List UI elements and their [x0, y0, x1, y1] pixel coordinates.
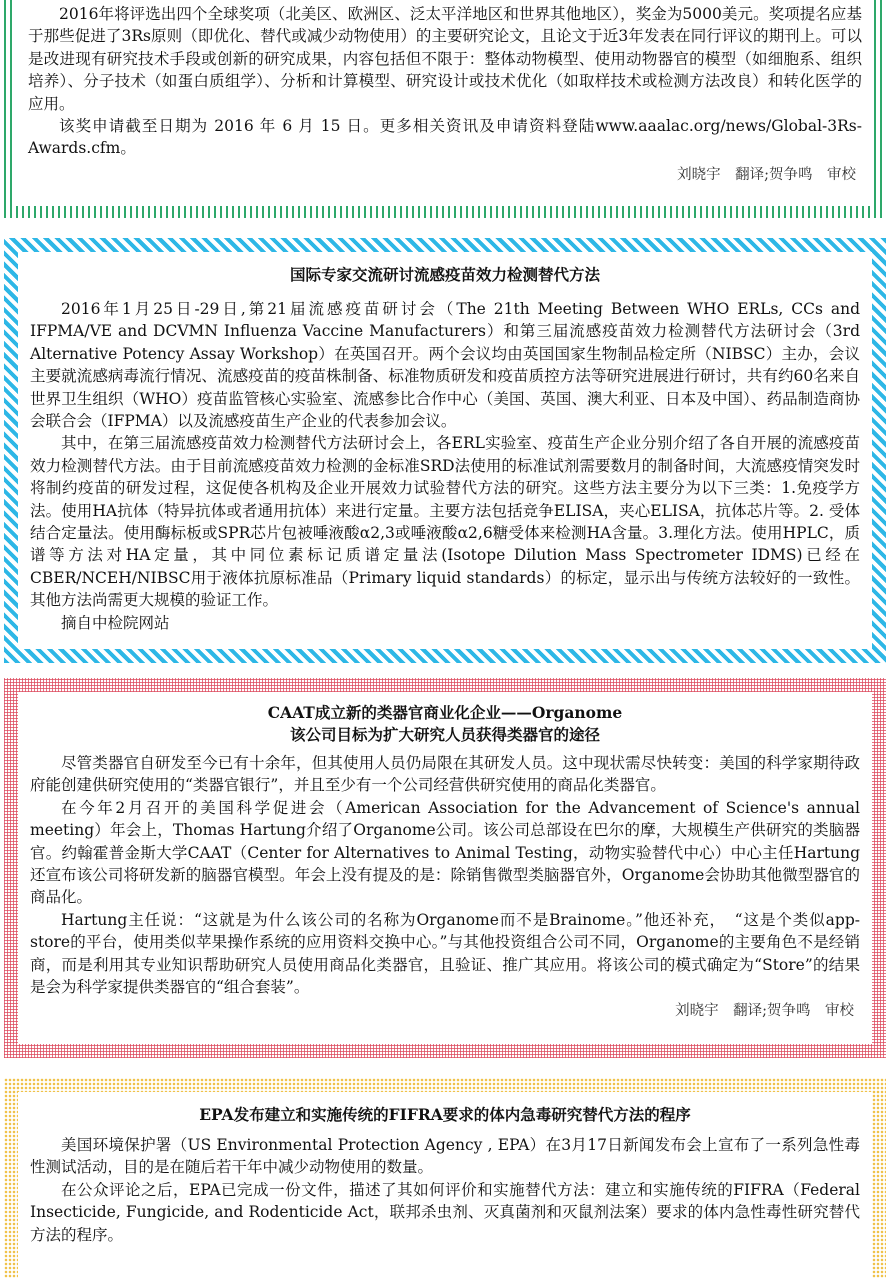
epa-paragraph-1: 美国环境保护署（US Environmental Protection Agency , EPA）在3月17日新闻发布会上宣布了一系列急性毒性测试活动，目的是在随后若干年中减少动物使用的数量。	[30, 1136, 860, 1177]
award-news-content	[16, 0, 874, 206]
organome-paragraph-1: 尽管类器官自研发至今已有十余年，但其使用人员仍局限在其研发人员。这中现状需尽快转变：美国的科学家期待政府能创建供研究使用的“类器官银行”，并且至少有一个公司经营供研究使用的商品化类器官。	[30, 754, 860, 795]
organome-title-line-1: CAAT成立新的类器官商业化企业——Organome	[267, 703, 623, 722]
award-paragraph-2: 该奖申请截至日期为 2016 年 6 月 15 日。更多相关资讯及申请资料登陆www.aaalac.org/news/Global-3Rs-Awards.cfm。	[28, 117, 862, 158]
organome-news-content	[18, 692, 872, 1044]
organome-paragraph-2: 在今年2月召开的美国科学促进会（American Association for the Advancement of Science's annual meeting）年会上，Thomas Hartung介绍了Organome公司。该公司总部设在巴尔的摩，大规模生产供研究的类脑器官。约翰霍普金斯大学CAAT（Center for Alternatives to Animal Testing，动物实验替代中心）中心主任Hartung还宣布该公司将研发新的脑器官模型。年会上没有提及的是：除销售微型类脑器官外，Organome会协助其他微型器官的商品化。	[30, 798, 860, 907]
organome-paragraph-3: Hartung主任说：“这就是为什么该公司的名称为Organome而不是Brainome。”他还补充， “这是个类似app-store的平台，使用类似苹果操作系统的应用资料交换中心。”与其他投资组合公司不同，Organome的主要角色不是经销商，而是利用其专业知识帮助研究人员使用商品化类器官，且验证、推广其应用。将该公司的模式确定为“Store”的结果是会为科学家提供类器官的“组合套装”。	[30, 910, 860, 997]
influenza-news-content	[18, 252, 872, 649]
influenza-paragraph-2: 其中，在第三届流感疫苗效力检测替代方法研讨会上，各ERL实验室、疫苗生产企业分别介绍了各自开展的流感疫苗效力检测替代方法。由于目前流感疫苗效力检测的金标准SRD法使用的标准试剂需要数月的制备时间，大流感疫情突发时将制约疫苗的研发过程，这促使各机构及企业开展效力试验替代方法的研究。这些方法主要分为以下三类：1.免疫学方法。使用HA抗体（特异抗体或者通用抗体）来进行定量。主要方法包括竞争ELISA，夹心ELISA，抗体芯片等。2. 受体结合定量法。使用酶标板或SPR芯片包被唾液酸α2,3或唾液酸α2,6糖受体来检测HA含量。3.理化方法。使用HPLC，质谱等方法对HA定量，其中同位素标记质谱定量法(Isotope Dilution Mass Spectrometer IDMS)已经在CBER/NCEH/NIBSC用于液体抗原标准品（Primary liquid standards）的标定，显示出与传统方法较好的一致性。其他方法尚需更大规模的验证工作。	[30, 434, 860, 610]
influenza-paragraph-1: 2016年1月25日-29日,第21届流感疫苗研讨会（The 21th Meeting Between WHO ERLs, CCs and IFPMA/VE and DCVMN Influenza Vaccine Manufacturers）和第三届流感疫苗效力检测替代方法研讨会（3rd Alternative Potency Assay Workshop）在英国召开。两个会议均由英国国家生物制品检定所（NIBSC）主办，会议主要就流感病毒流行情况、流感疫苗的疫苗株制备、标准物质研发和疫苗质控方法等研究进展进行研讨，共有约60名来自世界卫生组织（WHO）疫苗监管核心实验室、流感参比合作中心（美国、英国、澳大利亚、日本及中国）、药品制造商协会联合会（IFPMA）以及流感疫苗生产企业的代表参加会议。	[30, 300, 860, 431]
organome-title-line-2: 该公司目标为扩大研究人员获得类器官的途径	[289, 725, 600, 744]
epa-title: EPA发布建立和实施传统的FIFRA要求的体内急毒研究替代方法的程序	[199, 1105, 691, 1124]
influenza-title: 国际专家交流研讨流感疫苗效力检测替代方法	[289, 265, 600, 284]
epa-news-box	[4, 1078, 886, 1278]
award-signature: 刘晓宇 翻译;贺争鸣 审校	[677, 166, 856, 183]
influenza-source: 摘自中检院网站	[61, 613, 170, 632]
organome-signature: 刘晓宇 翻译;贺争鸣 审校	[675, 1003, 854, 1020]
award-paragraph-1: 2016年将评选出四个全球奖项（北美区、欧洲区、泛太平洋地区和世界其他地区），奖金为5000美元。奖项提名应基于那些促进了3Rs原则（即优化、替代或减少动物使用）的主要研究论文，且论文于近3年发表在同行评议的期刊上。可以是改进现有研究技术手段或创新的研究成果，内容包括但不限于：整体动物模型、使用动物器官的模型（如细胞系、组织培养）、分子技术（如蛋白质组学）、分析和计算模型、研究设计或技术优化（如取样技术或检测方法改良）和转化医学的应用。	[28, 5, 862, 113]
epa-paragraph-2: 在公众评论之后，EPA已完成一份文件，描述了其如何评价和实施替代方法：建立和实施传统的FIFRA（Federal Insecticide, Fungicide, and Rodenticide Act，联邦杀虫剂、灭真菌剂和灭鼠剂法案）要求的体内急性毒性研究替代方法的程序。	[30, 1180, 860, 1244]
epa-news-content	[18, 1092, 872, 1278]
award-news-box	[4, 0, 886, 218]
influenza-news-box	[4, 238, 886, 663]
organome-news-box	[4, 678, 886, 1058]
